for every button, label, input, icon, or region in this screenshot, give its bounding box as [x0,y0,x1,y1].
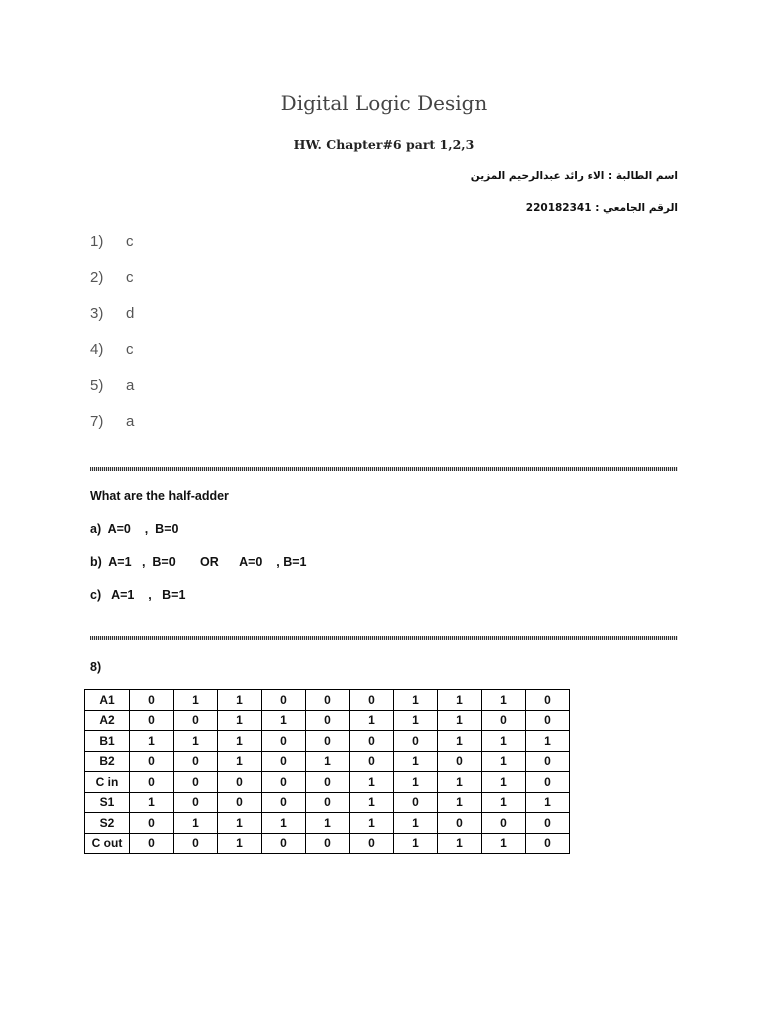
student-name: اسم الطالبة : الاء رائد عبدالرحيم المزين [470,170,678,182]
answer-value: c [126,233,134,250]
table-row [85,731,570,752]
table-cell: 0 [130,772,174,793]
table-row [85,833,570,854]
answer-value: a [126,413,135,430]
table-cell: 0 [350,731,394,752]
table-cell: 0 [438,751,482,772]
table-cell: 0 [130,690,174,711]
answer-value: d [126,305,135,322]
table-cell: 1 [482,731,526,752]
table-cell: 1 [218,833,262,854]
row-label: A1 [85,690,130,711]
table-cell: 1 [438,731,482,752]
table-cell: 1 [350,792,394,813]
half-adder-question: What are the half-adder [90,489,229,503]
table-cell: 0 [526,833,570,854]
answer-number: 2) [90,269,104,286]
table-cell: 1 [218,751,262,772]
table-cell: 1 [394,813,438,834]
table-cell: 0 [218,772,262,793]
table-cell: 0 [306,710,350,731]
table-cell: 1 [218,731,262,752]
answer-number: 3) [90,305,104,322]
table-cell: 0 [350,833,394,854]
table-row [85,772,570,793]
table-cell: 1 [438,710,482,731]
table-cell: 0 [130,833,174,854]
table-cell: 1 [174,690,218,711]
table-cell: 1 [350,772,394,793]
half-adder-answer-b: b) A=1 , B=0 OR A=0 , B=1 [90,555,307,569]
table-cell: 0 [306,772,350,793]
table-cell: 1 [482,690,526,711]
table-cell: 0 [306,731,350,752]
table-row [85,792,570,813]
table-cell: 1 [482,772,526,793]
table-cell: 0 [394,731,438,752]
table-cell: 0 [218,792,262,813]
table-cell: 0 [526,772,570,793]
question-8-label: 8) [90,660,102,674]
section-separator [90,467,678,471]
table-cell: 1 [262,813,306,834]
answer-item [90,233,134,250]
table-row [85,813,570,834]
row-label: C in [85,772,130,793]
table-cell: 0 [350,751,394,772]
table-cell: 0 [262,751,306,772]
answer-number: 4) [90,341,104,358]
row-label: S1 [85,792,130,813]
table-row [85,751,570,772]
table-cell: 0 [174,710,218,731]
table-cell: 0 [526,751,570,772]
table-cell: 1 [526,792,570,813]
table-cell: 1 [350,813,394,834]
answer-value: c [126,269,134,286]
half-adder-answer-a: a) A=0 , B=0 [90,522,179,536]
table-cell: 1 [526,731,570,752]
row-label: B1 [85,731,130,752]
table-cell: 1 [394,833,438,854]
answer-value: c [126,341,134,358]
table-cell: 0 [130,813,174,834]
table-cell: 1 [394,710,438,731]
table-row [85,690,570,711]
table-cell: 0 [526,813,570,834]
table-cell: 1 [482,792,526,813]
table-cell: 1 [218,690,262,711]
table-cell: 0 [174,772,218,793]
truth-table [84,689,570,854]
table-cell: 1 [130,731,174,752]
table-cell: 1 [438,690,482,711]
document-title: Digital Logic Design [280,91,488,115]
answer-item [90,341,134,358]
table-cell: 1 [306,813,350,834]
document-subtitle: HW. Chapter#6 part 1,2,3 [293,137,475,152]
table-cell: 1 [482,833,526,854]
table-cell: 0 [130,710,174,731]
row-label: B2 [85,751,130,772]
table-cell: 1 [482,751,526,772]
table-cell: 1 [350,710,394,731]
answer-item [90,305,134,322]
answer-item [90,269,134,286]
table-cell: 1 [218,710,262,731]
table-cell: 0 [526,690,570,711]
table-cell: 0 [174,792,218,813]
table-row [85,710,570,731]
answer-value: a [126,377,135,394]
table-cell: 1 [262,710,306,731]
answer-item [90,413,134,430]
table-cell: 0 [350,690,394,711]
table-cell: 0 [306,792,350,813]
row-label: C out [85,833,130,854]
answer-number: 1) [90,233,104,250]
table-cell: 1 [438,833,482,854]
table-cell: 0 [526,710,570,731]
answer-number: 5) [90,377,104,394]
table-cell: 0 [262,792,306,813]
table-cell: 1 [174,731,218,752]
table-cell: 0 [306,833,350,854]
table-cell: 0 [438,813,482,834]
table-cell: 0 [174,751,218,772]
section-separator [90,636,678,640]
table-cell: 1 [218,813,262,834]
row-label: A2 [85,710,130,731]
answer-number: 7) [90,413,104,430]
table-cell: 0 [306,690,350,711]
table-cell: 0 [394,792,438,813]
table-cell: 0 [262,731,306,752]
table-cell: 1 [306,751,350,772]
table-cell: 1 [174,813,218,834]
answer-item [90,377,134,394]
table-cell: 0 [262,833,306,854]
table-cell: 0 [174,833,218,854]
table-cell: 1 [130,792,174,813]
table-cell: 0 [482,813,526,834]
table-cell: 0 [130,751,174,772]
student-id: الرقم الجامعي : 220182341 [525,202,678,214]
row-label: S2 [85,813,130,834]
table-cell: 1 [394,690,438,711]
table-cell: 1 [394,772,438,793]
table-cell: 0 [262,772,306,793]
table-cell: 1 [438,772,482,793]
table-cell: 1 [438,792,482,813]
half-adder-answer-c: c) A=1 , B=1 [90,588,186,602]
table-cell: 0 [262,690,306,711]
table-cell: 1 [394,751,438,772]
table-cell: 0 [482,710,526,731]
